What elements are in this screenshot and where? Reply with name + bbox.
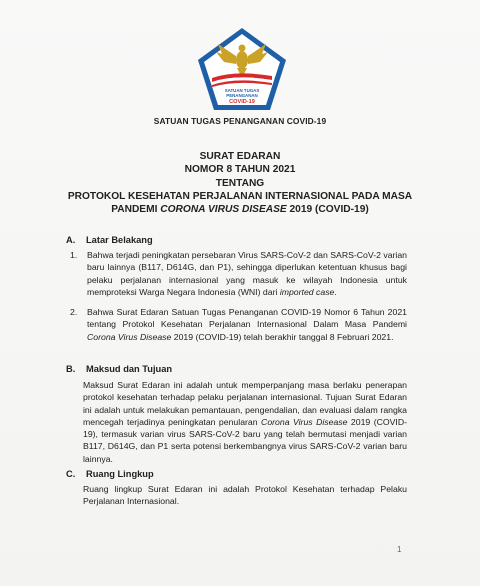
document-heading xyxy=(0,150,480,216)
logo-line3: COVID-19 xyxy=(229,99,255,105)
page-number: 1 xyxy=(397,545,402,554)
logo-line1: SATUAN TUGAS xyxy=(224,88,260,93)
heading-line5: PANDEMI CORONA VIRUS DISEASE 2019 (COVID-19) xyxy=(111,204,369,216)
organization-name: SATUAN TUGAS PENANGANAN COVID-19 xyxy=(153,116,327,126)
section-a-heading: A. Latar Belakang xyxy=(66,235,153,245)
section-c-paragraph: Ruang lingkup Surat Edaran ini adalah Protokol Kesehatan terhadap Pelaku Perjalanan Internasional. xyxy=(83,484,407,507)
logo-line2: PENANGANAN xyxy=(226,93,258,98)
heading-line2: NOMOR 8 TAHUN 2021 xyxy=(184,164,296,176)
heading-line4: PROTOKOL KESEHATAN PERJALANAN INTERNASIONAL PADA MASA xyxy=(67,190,413,202)
heading-line3: TENTANG xyxy=(215,177,265,189)
heading-line1: SURAT EDARAN xyxy=(199,151,281,162)
section-b-heading: B. Maksud dan Tujuan xyxy=(66,364,173,374)
covid-task-force-logo xyxy=(196,26,288,112)
section-a-item-1: 1. Bahwa terjadi peningkatan persebaran Virus SARS-CoV-2 dan SARS-CoV-2 varian baru lainnya (B117, D614G, dan P1), sehingga diperlukan ketentuan khusus bagi pelaku perjalanan internasional yang masuk ke wilayah Indonesia untuk memproteksi Warga Negara Indonesia (WNI) dari imported case. xyxy=(70,250,408,297)
section-c-heading: C. Ruang Lingkup xyxy=(66,469,154,479)
section-b-paragraph: Maksud Surat Edaran ini adalah untuk memperpanjang masa berlaku penerapan protokol kesehatan terhadap pelaku perjalanan internasional. Tujuan Surat Edaran ini adalah untuk melakukan pemantauan, pengendalian, dan evaluasi dalam rangka mencegah terjadinya peningkatan penularan Corona Virus Disease 2019 (COVID-19), termasuk varian virus SARS-CoV-2 baru yang telah bermutasi menjadi varian B117, D614G, dan P1 serta potensi berkembangnya virus SARS-CoV-2 varian baru lainnya. xyxy=(83,380,407,464)
section-a-item-2: 2. Bahwa Surat Edaran Satuan Tugas Penanganan COVID-19 Nomor 6 Tahun 2021 tentang Protokol Kesehatan Perjalanan Internasional Dalam Masa Pandemi Corona Virus Disease 2019 (COVID-19) telah berakhir tanggal 8 Februari 2021. xyxy=(70,307,407,342)
